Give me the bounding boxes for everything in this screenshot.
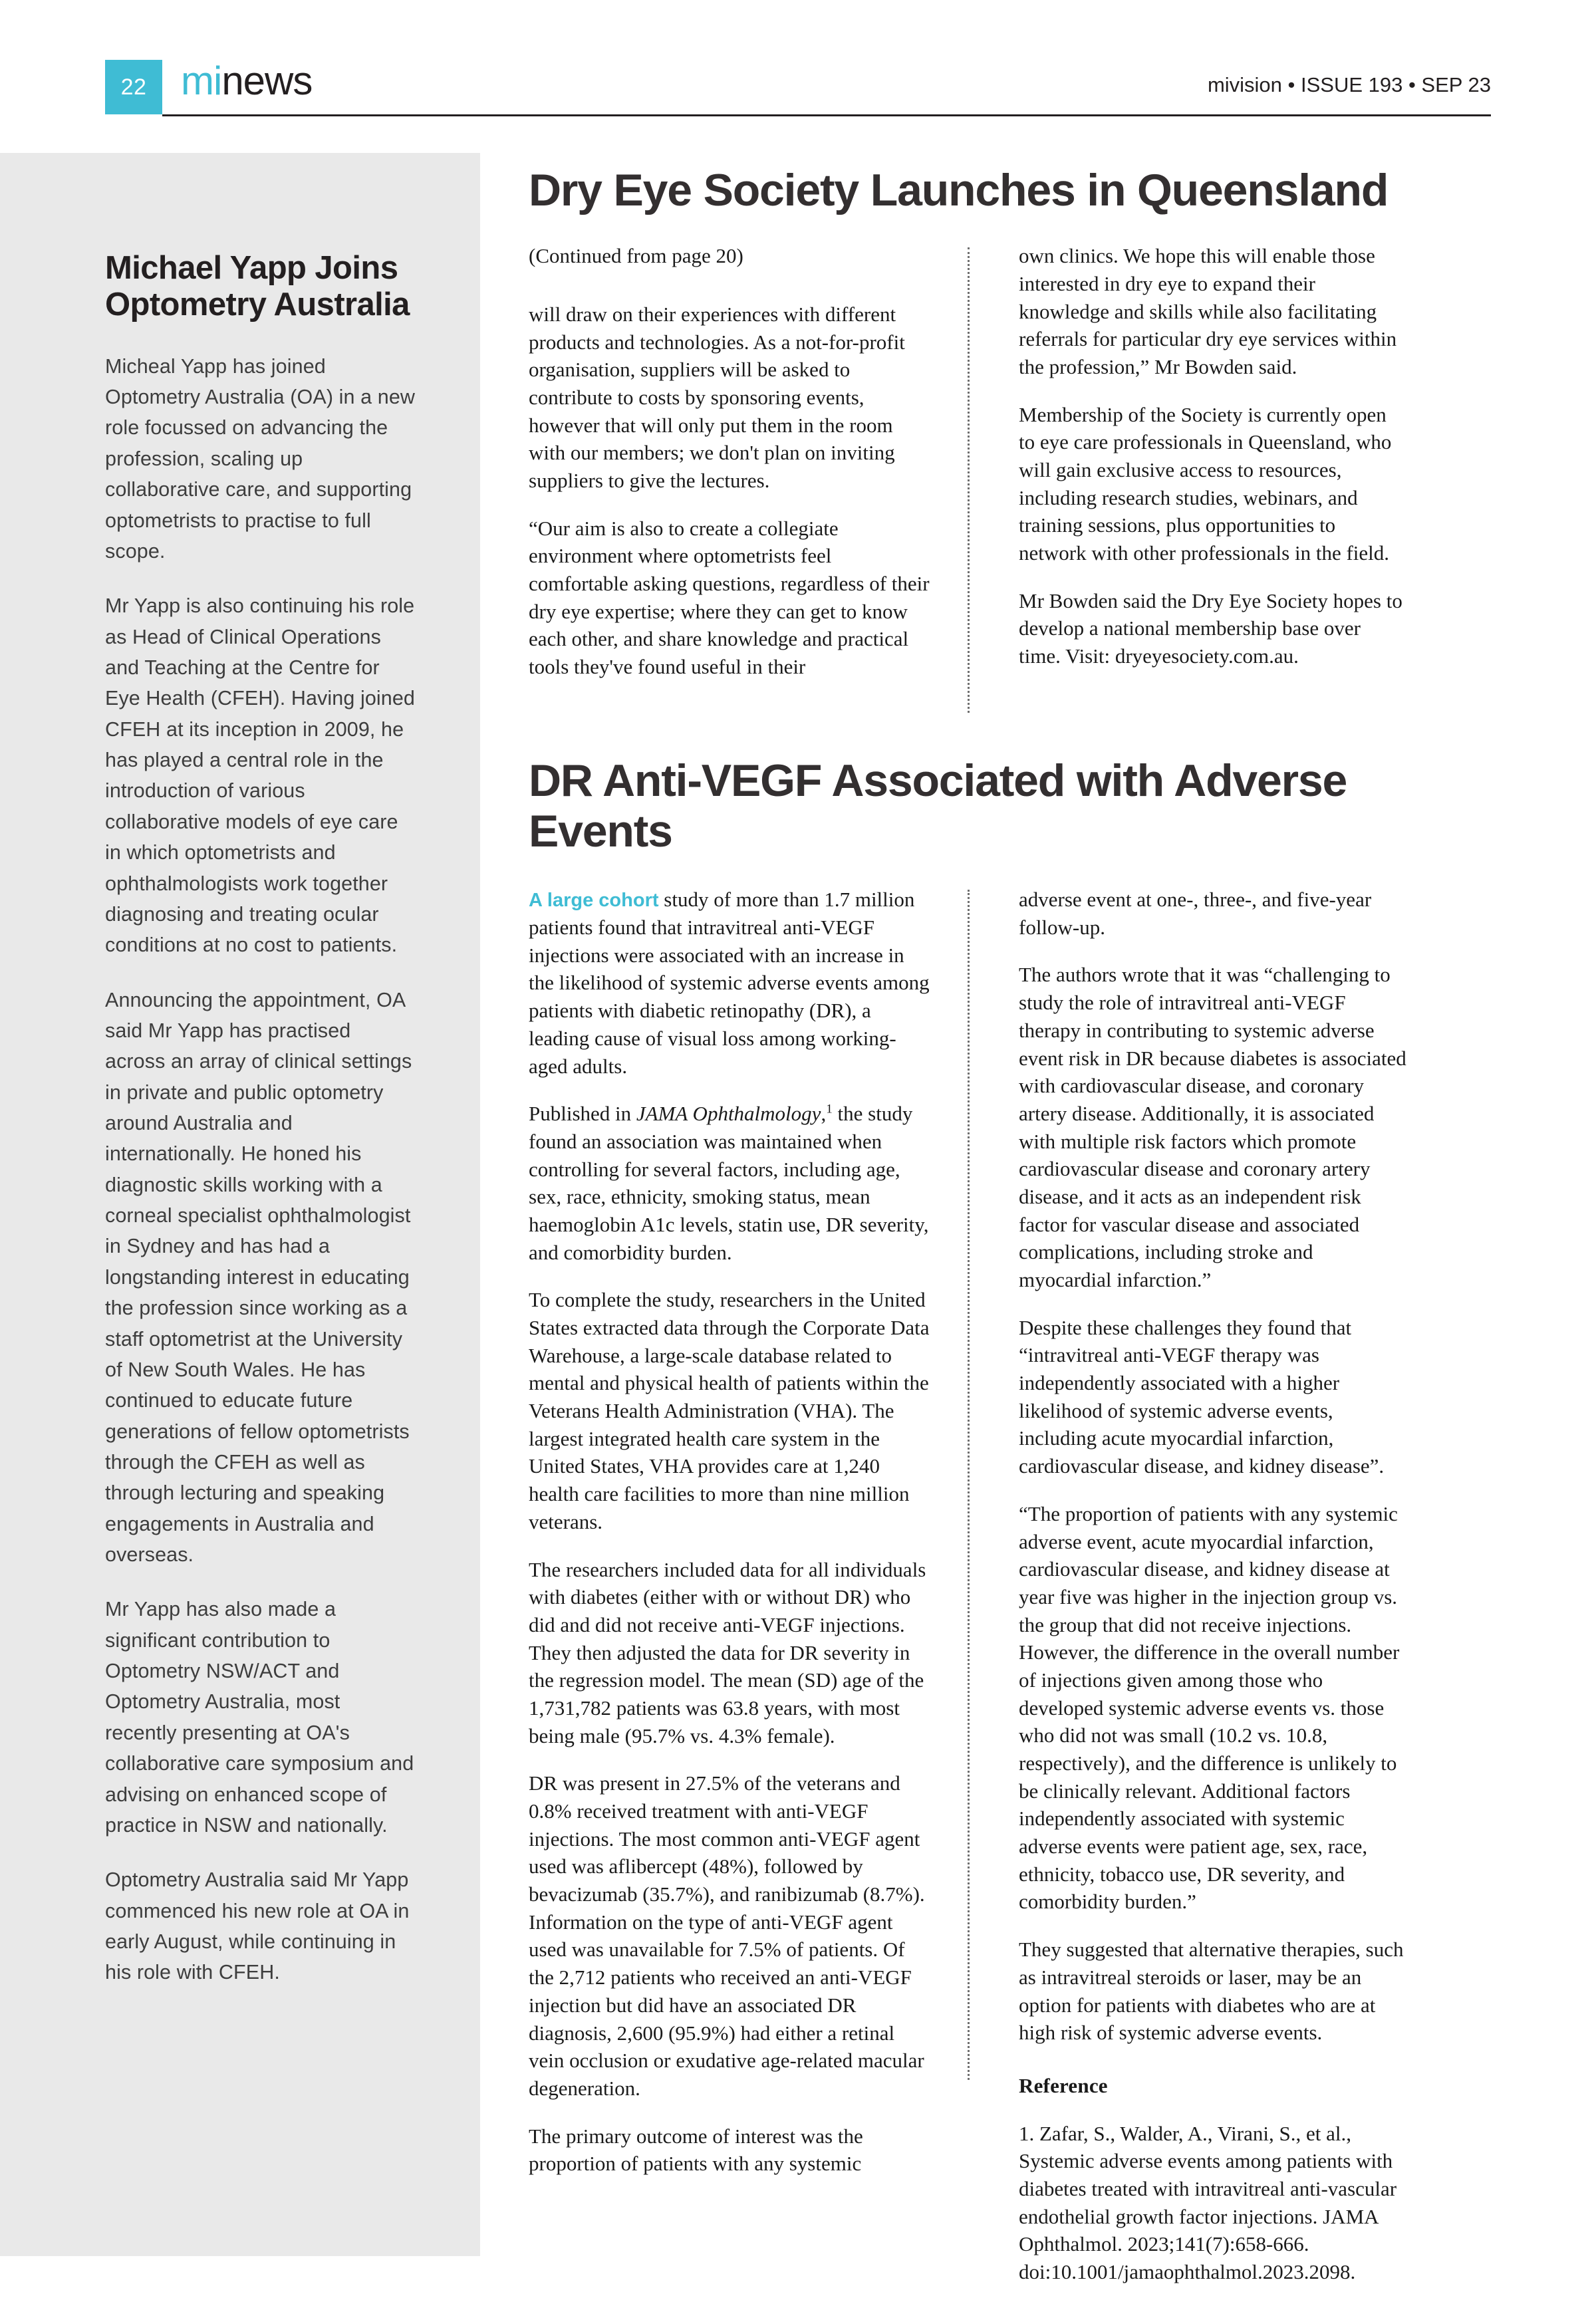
article-one-title: Dry Eye Society Launches in Queensland — [529, 165, 1389, 215]
reference-heading: Reference — [1019, 2073, 1108, 2097]
published-prefix: Published in — [529, 1102, 636, 1126]
reference-citation: 1. Zafar, S., Walder, A., Virani, S., et al., Systemic adverse events among patients with diabetes treated with intravitreal anti-vascular endothelial growth factor injections. JAMA Ophthalmol. 2023;141(7):658-666. doi:10.1001/jamaophthalmol.2023.2098. — [1019, 2121, 1397, 2284]
continued-from-label: (Continued from page 20) — [529, 244, 743, 268]
masthead-logo — [181, 61, 312, 101]
article-one-paragraph: will draw on their experiences with different products and technologies. As a not-for-profit organisation, suppliers will be asked to contribute to costs by sponsoring events, however that will only put them in the room with our members; we don't plan on inviting suppliers to give the lectures. — [529, 302, 905, 492]
column-divider — [968, 890, 970, 2080]
page-header — [0, 0, 1596, 153]
article-one-paragraph: “Our aim is also to create a collegiate environment where optometrists feel comfortable asking questions, regardless of their dry eye expertise; where they can get to know each other, and share knowledge and practical tools they've found useful in their — [529, 516, 930, 679]
article-one-paragraph: own clinics. We hope this will enable those interested in dry eye to expand their knowledge and skills while also facilitating referrals for particular dry eye services within the profession,” Mr Bowden said. — [1019, 244, 1397, 378]
sidebar-article — [0, 153, 480, 2256]
lead-in-rest: study of more than 1.7 million patients found that intravitreal anti-VEGF injections were associated with an increase in the likelihood of systemic adverse events among patients with diabetic retinopathy (DR), a leading cause of visual loss among working-aged adults. — [529, 888, 930, 1078]
article-two-paragraph: “The proportion of patients with any systemic adverse event, acute myocardial infarction, cardiovascular disease, and kidney disease at year five was higher in the injection group vs. the group that did not receive injections. However, the difference in the overall number of injections given among those who developed systemic adverse events vs. those who did not was small (10.2 vs. 10.8, respectively), and the difference is unlikely to be clinically relevant. Additional factors independently associated with systemic adverse events were patient age, sex, race, ethnicity, tobacco use, DR severity, and comorbidity burden.” — [1019, 1501, 1400, 1914]
sidebar-article-title: Michael Yapp Joins Optometry Australia — [105, 250, 410, 322]
main-content — [529, 153, 1496, 2284]
article-dr-anti-vegf — [529, 755, 1496, 2306]
article-one-paragraph: Mr Bowden said the Dry Eye Society hopes to develop a national membership base over time. Visit: dryeyesociety.com.au. — [1019, 588, 1402, 668]
article-two-paragraph: The authors wrote that it was “challenging to study the role of intravitreal anti-VEGF therapy in contributing to systemic adverse event risk in DR because diabetes is associated with cardiovascular disease, and coronary artery disease. Additionally, it is associated with multiple risk factors which promote cardiovascular disease and coronary artery disease, and it acts as an independent risk factor for vascular disease and associated complications, including stroke and myocardial infarction.” — [1019, 963, 1406, 1292]
sidebar-article-body — [105, 351, 416, 1988]
page-number: 22 — [120, 74, 147, 100]
header-divider-rule — [162, 114, 1491, 116]
article-two-left-column — [529, 886, 968, 2306]
article-two-paragraph: The primary outcome of interest was the proportion of patients with any systemic — [529, 2124, 863, 2176]
sidebar-paragraph: Mr Yapp is also continuing his role as Head of Clinical Operations and Teaching at the Centre for Eye Health (CFEH). Having joined CFEH at its inception in 2009, he has played a central role in the introduction of various collaborative models of eye care in which optometrists and ophthalmologists work together diagnosing and treating ocular conditions at no cost to patients. — [105, 594, 415, 957]
article-two-paragraph: DR was present in 27.5% of the veterans and 0.8% received treatment with anti-VEGF injections. The most common anti-VEGF agent used was aflibercept (48%), followed by bevacizumab (35.7%), and ranibizumab (8.7%). Information on the type of anti-VEGF agent used was unavailable for 7.5% of patients. Of the 2,712 patients who received an anti-VEGF injection but did have an associated DR diagnosis, 2,600 (95.9%) had either a retinal vein occlusion or exudative age-related macular degeneration. — [529, 1771, 925, 2100]
page-folio-box — [105, 60, 162, 114]
article-two-paragraph: The researchers included data for all individuals with diabetes (either with or without DR) who did and did not receive anti-VEGF injections. They then adjusted the data for DR severity in the regression model. The mean (SD) age of the 1,731,782 patients was 63.8 years, with most being male (95.7% vs. 4.3% female). — [529, 1557, 926, 1747]
article-two-paragraph: They suggested that alternative therapies, such as intravitreal steroids or laser, may be an option for patients with diabetes who are at high risk of systemic adverse events. — [1019, 1938, 1404, 2045]
masthead-mi: mi — [181, 59, 222, 103]
sidebar-paragraph: Micheal Yapp has joined Optometry Australia (OA) in a new role focussed on advancing the profession, scaling up collaborative care, and supporting optometrists to practise to full scope. — [105, 354, 416, 563]
article-two-right-column — [968, 886, 1406, 2306]
article-one-right-column — [968, 242, 1406, 701]
article-two-paragraph: Despite these challenges they found that “intravitreal anti-VEGF therapy was independently associated with a higher likelihood of systemic adverse events, including acute myocardial infarction, cardiovascular disease, and kidney disease”. — [1019, 1315, 1385, 1478]
reference-block — [1019, 2072, 1406, 2286]
published-suffix: the study found an association was maintained when controlling for several factors, including age, sex, race, ethnicity, smoking status, mean haemoglobin A1c levels, statin use, DR severity, and comorbidity burden. — [529, 1102, 929, 1264]
article-two-paragraph: adverse event at one-, three-, and five-year follow-up. — [1019, 888, 1372, 939]
article-two-paragraph: To complete the study, researchers in the United States extracted data through the Corporate Data Warehouse, a large-scale database related to mental and physical health of patients within the Veterans Health Administration (VHA). The largest integrated health care system in the United States, VHA provides care at 1,240 health care facilities to more than nine million veterans. — [529, 1288, 930, 1533]
article-dry-eye-society — [529, 153, 1496, 701]
article-one-left-column — [529, 242, 968, 701]
journal-name: JAMA Ophthalmology — [636, 1102, 821, 1126]
lead-in-highlight: A large cohort — [529, 890, 659, 912]
article-two-title: DR Anti-VEGF Associated with Adverse Events — [529, 755, 1347, 856]
masthead-news: news — [221, 59, 313, 103]
article-one-columns — [529, 242, 1496, 701]
column-divider — [968, 247, 970, 713]
reference-marker: 1 — [826, 1102, 833, 1116]
article-two-lead-paragraph — [529, 886, 933, 1080]
issue-info: mivision • ISSUE 193 • SEP 23 — [1207, 73, 1491, 96]
article-two-published-paragraph — [529, 1100, 933, 1266]
sidebar-paragraph: Mr Yapp has also made a significant contribution to Optometry NSW/ACT and Optometry Australia, most recently presenting at OA's collaborative care symposium and advising on enhanced scope of practice in NSW and nationally. — [105, 1598, 414, 1837]
comma-after-journal: , — [821, 1102, 827, 1126]
sidebar-paragraph: Announcing the appointment, OA said Mr Yapp has practised across an array of clinical settings in private and public optometry around Australia and internationally. He honed his diagnostic skills working with a corneal specialist ophthalmologist in Sydney and has had a longstanding interest in educating the profession since working as a staff optometrist at the University of New South Wales. He has continued to educate future generations of fellow optometrists through the CFEH as well as through lecturing and speaking engagements in Australia and overseas. — [105, 988, 412, 1567]
sidebar-paragraph: Optometry Australia said Mr Yapp commenced his new role at OA in early August, while continuing in his role with CFEH. — [105, 1868, 410, 1984]
article-two-columns — [529, 886, 1496, 2306]
article-one-paragraph: Membership of the Society is currently open to eye care professionals in Queensland, who will gain exclusive access to resources, including research studies, webinars, and training sessions, plus opportunities to network with other professionals in the field. — [1019, 402, 1392, 565]
